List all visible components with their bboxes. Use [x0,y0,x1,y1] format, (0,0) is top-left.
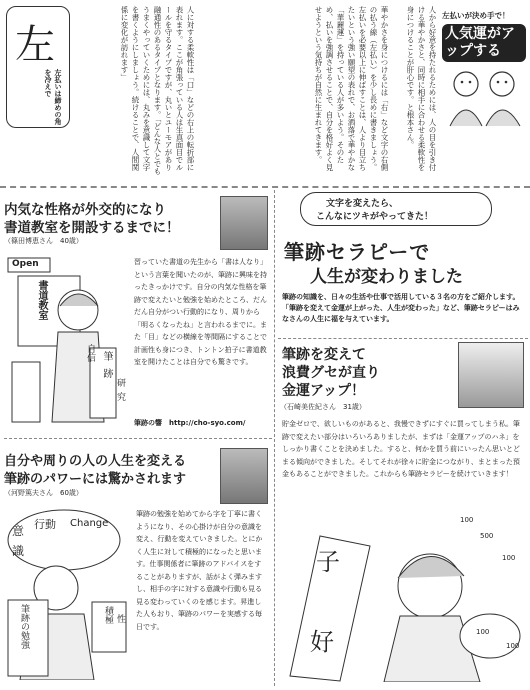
people-illustration [444,66,526,128]
story-1-footer: 筆跡の響 http://cho-syo.com/ [134,419,246,427]
kanji-sample-box [6,6,70,128]
article-column-a: 人から好意を持たれるためには、人の目を引き付ける華やかさと、同時に相手に合わせる柔軟性を身につけることが肝心です。と根本さん。 [406,6,437,171]
story-2-title-line2: 筆跡のパワーには驚かされます [4,472,187,487]
story-2-word-i: 意 [12,524,25,538]
story-3-illustration [280,516,526,682]
coin-4: 100 [476,628,490,636]
story-1-word-confidence: 自信 [85,344,95,362]
coin-2: 500 [480,532,494,540]
story-3-body: 貯金ゼロで、欲しいものがあると、我慢できずにすぐに買ってしまう私。筆跡で変えたい部分はいろいろありましたが、まずは「金運アップのハネ」をしっかり書くことを決めました。すると、何かを買う前にいったん思いとどまる傾向ができました。そしてそれが徐々に貯金につながり、まとまった預金もあることができました。これからも筆跡セラピーを続けていきます！ [282,420,520,478]
story-2-author: （河野篤夫さん 60歳） [4,489,83,497]
coin-1: 100 [460,516,474,524]
story-2-word-change: Change [70,518,109,529]
story-2-word-sekkyoku: 積極 [103,606,113,624]
divider-vertical [274,190,275,686]
story-3-title-line3: 金運アップ！ [282,383,366,399]
story-1-word-kyu: 究 [115,392,125,401]
story-1-word-ken: 研 [115,378,125,387]
story-3-char-suki: 好 [310,628,334,656]
story-3-author: （石崎美佐紀さん 31歳） [280,403,366,411]
coin-3: 100 [502,554,516,562]
story-1-word-seki: 跡 [101,368,112,378]
kanji-char: 左 [15,22,55,68]
story-2-body: 筆跡の勉強を始めてから字を丁寧に書くようになり、その心掛けが自分の意識を変え、行動を変えていきました。とにかく人生に対して積極的になったと思います。仕事関係者に筆跡のアドバイスをすることがありますが、話がよく弾みますし、相手の字に対する意識や行動も見る見る変わっていくのを感じます。昇進した人もおり、筆跡のパワーを実感する毎日です。 [136,510,263,631]
kanji-caption: 左払いは締めの角を冷えで [44,69,63,125]
divider-top [0,186,530,188]
article-column-b: 華やかさを身につけるには「右」など文字の右側の払う線（左払い）を少し長めに書きましょう。左払いを必要以上に伸ばすことは、人より目立ちたいという強い願望の表れで、お洒落で華やかな「華麗運」を持っている人が多いよう。そのため、払いを強調させることで、自分を格好よく見せようという気持ちが自然に生まれてきます。 [314,6,389,171]
banner [442,10,526,128]
story-2-word-koudou: 行動 [34,518,56,531]
banner-subtitle: 左払いが決め手で！ [442,11,510,20]
story-3-char-ko: 子 [316,548,340,576]
story-2-title-line1: 自分や周りの人の人生を変える [4,454,187,469]
center-feature [280,192,526,334]
story-1-word-hitsu: 筆 [101,351,112,361]
top-article-frame [2,2,526,182]
article-column-c: 人に対する柔軟性は「口」などの右上の転折部に表れます。ここが角張っている人は生真面目でルールを守るタイプですが、丸いとユーモアがあり融通性のあるタイプとなります。「どんな人とでもうまくやっていくためには、丸みを意識して文字を書くようにしましょう。続けることで、人間関係に変化が訪れます」 [120,6,195,175]
story-1-board: 書道教室 [36,280,47,320]
headline-bottom: 人生が変わりました [310,267,463,287]
story-1-sign: Open [12,259,39,269]
story-3-photo [458,342,524,408]
center-intro: 筆跡の知識を、日々の生活や仕事で活用している３名の方をご紹介します。「筆跡を変えて金運が上がった、人生が変わった」など、筆跡セラピーはみなさんの人生に福を与えています。 [282,293,520,323]
divider-right-mid [278,338,528,339]
story-2-word-sei: 性 [115,614,125,623]
story-2 [4,444,270,684]
coin-5: 100 [506,642,520,650]
story-3-title-line2: 浪費グセが直り [282,365,380,381]
story-2-photo [220,448,268,504]
story-1-photo [220,196,268,250]
story-1 [4,196,270,432]
story-3 [280,342,526,686]
story-3-title-line1: 筆跡を変えて [282,347,366,363]
story-2-word-study: 筆跡の勉強 [19,604,29,649]
story-1-title-line2: 書道教室を開設するまでに！ [4,220,180,236]
story-2-word-shiki: 識 [12,544,25,558]
story-1-body: 習っていた書道の先生から「書は人なり」という言葉を聞いたのが、筆跡に興味を持ったきっかけです。自分の内気な性格を筆跡で変えたいと勉強を始めたところ、だんだん自分がつい行動的になり、周りから「明るくなったね」と言われるまでに。また「目」などの横線を等間隔にすることで計画性も身につき、トントン拍子に書道教室を開けたことは自分でも驚きです。 [134,258,267,366]
story-1-illustration [4,252,126,428]
story-1-title-line1: 内気な性格が外交的になり [4,202,166,218]
bubble-line2: こんなにツキがやってきた！ [316,212,434,222]
bubble-line1: 文字を変えたら、 [326,199,399,209]
banner-main: 人気運がアップする [442,24,526,62]
story-1-author: （篠田博恵さん 40歳） [4,237,83,245]
divider-left-mid [4,438,272,439]
headline-top: 筆跡セラピーで [284,240,431,264]
